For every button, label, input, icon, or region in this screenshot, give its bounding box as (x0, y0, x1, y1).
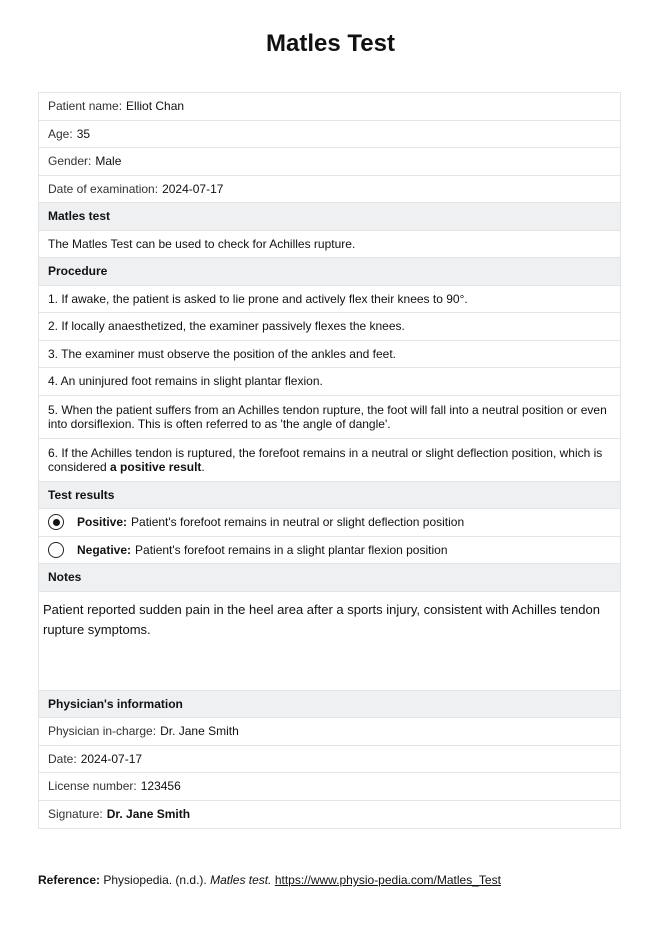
exam-date-row (39, 176, 620, 204)
license-number[interactable]: 123456 (140, 779, 181, 794)
result-negative[interactable] (39, 537, 620, 565)
label: Signature: (48, 807, 103, 822)
label: License number: (48, 779, 137, 794)
license-row (39, 773, 620, 801)
procedure-step: 2. If locally anaesthetized, the examiner passively flexes the knees. (39, 313, 620, 341)
form-table (38, 92, 621, 829)
reference-label: Reference: (38, 873, 101, 887)
reference-text: Physiopedia. (n.d.). (103, 873, 207, 887)
age[interactable]: 35 (76, 126, 91, 141)
reference-title: Matles test. (210, 873, 272, 887)
radio-unchecked-icon[interactable] (48, 542, 64, 558)
notes-field[interactable]: Patient reported sudden pain in the heel area after a sports injury, consistent with Achilles tendon rupture symptoms. (39, 592, 620, 691)
label: Negative: (77, 542, 132, 557)
physician-row (39, 718, 620, 746)
reference (38, 873, 501, 887)
section-heading: Matles test (39, 203, 620, 231)
section-heading: Notes (39, 564, 620, 592)
physician-date[interactable]: 2024-07-17 (80, 751, 143, 766)
physician-date-row (39, 746, 620, 774)
signature[interactable]: Dr. Jane Smith (106, 807, 191, 822)
reference-link[interactable]: https://www.physio-pedia.com/Matles_Test (274, 873, 501, 887)
patient-name[interactable]: Elliot Chan (126, 99, 185, 114)
gender-row (39, 148, 620, 176)
procedure-step (39, 439, 620, 482)
section-heading: Procedure (39, 258, 620, 286)
result-text: Patient's forefoot remains in a slight plantar flexion position (135, 542, 448, 557)
radio-checked-icon[interactable] (48, 514, 64, 530)
label: Physician in-charge: (48, 724, 157, 739)
procedure-step: 1. If awake, the patient is asked to lie prone and actively flex their knees to 90°. (39, 286, 620, 314)
section-heading: Test results (39, 482, 620, 510)
label: Age: (48, 126, 73, 141)
page-title: Matles Test (266, 30, 395, 57)
label: Gender: (48, 154, 92, 169)
age-row (39, 121, 620, 149)
label: Positive: (77, 515, 128, 530)
result-positive[interactable] (39, 509, 620, 537)
exam-date[interactable]: 2024-07-17 (162, 181, 224, 196)
result-text: Patient's forefoot remains in neutral or slight deflection position (131, 515, 465, 530)
procedure-step: 3. The examiner must observe the position of the ankles and feet. (39, 341, 620, 369)
procedure-step: 5. When the patient suffers from an Achilles tendon rupture, the foot will fall into a neutral position or even into dorsiflexion. This is often referred to as 'the angle of dangle'. (39, 396, 620, 439)
label: Date of examination: (48, 181, 159, 196)
patient-name-row (39, 93, 620, 121)
matles-description: The Matles Test can be used to check for Achilles rupture. (39, 231, 620, 259)
step-end: . (201, 459, 205, 474)
procedure-step: 4. An uninjured foot remains in slight plantar flexion. (39, 368, 620, 396)
gender[interactable]: Male (95, 154, 122, 169)
step-text: 6. If the Achilles tendon is ruptured, the forefoot remains in a neutral or slight deflection position, which is considered (48, 445, 603, 474)
signature-row (39, 801, 620, 829)
label: Date: (48, 751, 77, 766)
step-bold: a positive result (110, 459, 202, 474)
section-heading: Physician's information (39, 691, 620, 719)
physician-name[interactable]: Dr. Jane Smith (160, 724, 239, 739)
label: Patient name: (48, 99, 123, 114)
